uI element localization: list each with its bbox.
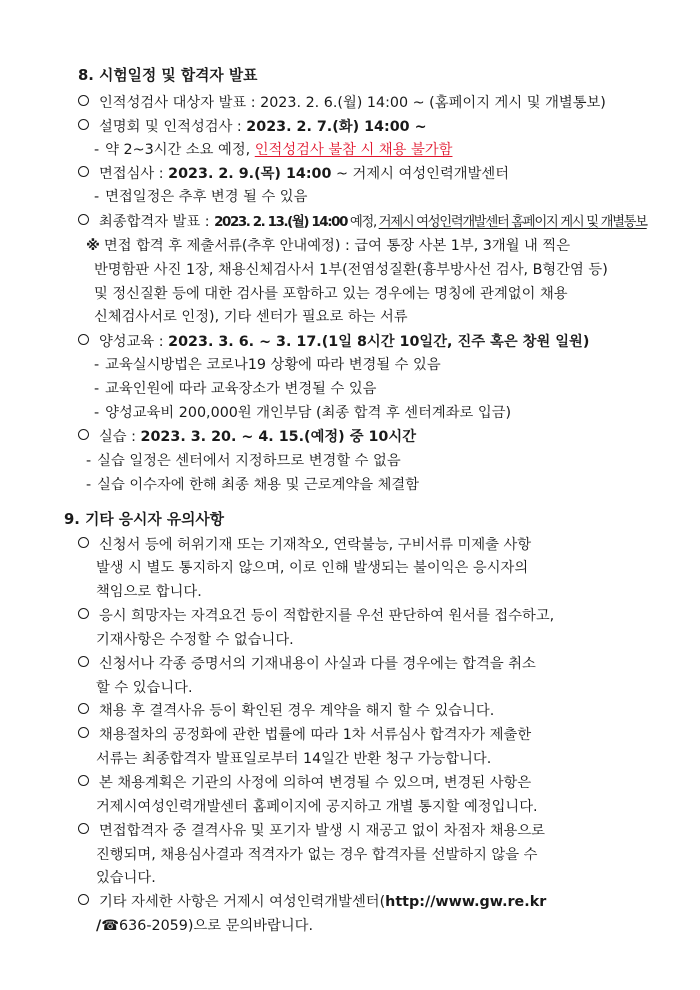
section-9-heading: 9. 기타 응시자 유의사항 [64,511,225,528]
notice-item [78,654,536,674]
notice-item [78,535,531,555]
schedule-subitem [94,187,307,207]
notice-text-line: 서류는 최종합격자 발표일로부터 14일간 반환 청구 가능합니다. [96,751,492,767]
notice-item [78,773,531,793]
notice-text: 본 채용계획은 기관의 사정에 의하여 변경될 수 있으며, 변경된 사항은 [99,775,532,791]
subitem-text: 양성교육비 200,000원 개인부담 (최종 합격 후 센터계좌로 입금) [105,405,512,421]
item-date: 2023. 3. 6. ~ 3. 17.(1일 8시간 10일간, 진주 혹은 창원 일원) [168,334,590,350]
circle-bullet-icon [78,656,89,667]
item-text: 인적성검사 대상자 발표 : 2023. 2. 6.(월) 14:00 ~ (홈페이지 게시 및 개별통보) [99,95,606,111]
dash-bullet: - [94,189,100,205]
documents-note-line: 반명함판 사진 1장, 채용신체검사서 1부(전염성질환(흉부방사선 검사, B형간염 등) [94,262,608,278]
notice-text: 채용 후 결격사유 등이 확인된 경우 계약을 해지 할 수 있습니다. [99,703,495,719]
notice-text-line: 발생 시 별도 통지하지 않으며, 이로 인해 발생되는 불이익은 응시자의 [96,560,529,576]
notice-text-line: 할 수 있습니다. [96,680,193,696]
notice-text-line: 진행되며, 채용심사결과 적격자가 없는 경우 합격자를 선발하지 않을 수 [96,847,538,863]
item-date: 2023. 2. 13.(월) 14:00 [214,215,348,230]
dash-bullet: - [94,405,100,421]
schedule-item-interview [78,164,509,184]
schedule-item-briefing [78,117,427,137]
phone-icon: ☎ [101,918,120,934]
notice-text-line: 책임으로 합니다. [96,584,202,600]
notice-text: 신청서나 각종 증명서의 기재내용이 사실과 다를 경우에는 합격을 취소 [99,656,536,672]
notice-item [78,725,531,745]
item-date: 2023. 3. 20. ~ 4. 15.(예정) 중 10시간 [140,429,417,445]
circle-bullet-icon [78,95,89,106]
circle-bullet-icon [78,823,89,834]
notice-text: 면접합격자 중 결격사유 및 포기자 발생 시 재공고 없이 차점자 채용으로 [99,823,545,839]
dash-bullet: - [94,381,100,397]
notice-item [78,821,545,841]
item-label: 양성교육 : [99,334,169,350]
item-label: 면접심사 : [99,166,169,182]
notice-text-line [96,916,313,936]
schedule-subitem [94,379,377,399]
section-8-heading: 8. 시험일정 및 합격자 발표 [78,67,258,84]
website-link[interactable]: http://www.gw.re.kr [385,894,547,910]
item-location: ~ 거제시 여성인력개발센터 [331,166,509,182]
slash-text: / [96,918,102,934]
schedule-subitem [94,355,441,375]
item-label: 최종합격자 발표 : [99,214,215,230]
item-label: 설명회 및 인적성검사 : [99,119,247,135]
circle-bullet-icon [78,119,89,130]
circle-bullet-icon [78,537,89,548]
circle-bullet-icon [78,334,89,345]
schedule-subitem [94,403,511,423]
note-text: 면접 합격 후 제출서류(추후 안내예정) : 급여 통장 사본 1부, 3개월 내 찍은 [103,238,571,254]
documents-note-line: 및 정신질환 등에 대한 검사를 포함하고 있는 경우에는 명칭에 관계없이 채용 [94,286,568,302]
schedule-subitem [94,140,452,160]
item-date: 2023. 2. 9.(목) 14:00 [168,166,332,182]
schedule-item-training [78,332,589,352]
subitem-text: 실습 일정은 센터에서 지정하므로 변경할 수 없음 [97,453,401,469]
subitem-text: 실습 이수자에 한해 최종 채용 및 근로계약을 체결함 [97,477,420,493]
circle-bullet-icon [78,608,89,619]
circle-bullet-icon [78,703,89,714]
notice-item [78,606,554,626]
item-notice: 거제시 여성인력개발센터 홈페이지 게시 및 개별통보 [378,215,647,230]
circle-bullet-icon [78,214,89,225]
item-text: 예정, [347,215,379,230]
subitem-text: 교육인원에 따라 교육장소가 변경될 수 있음 [105,381,377,397]
subitem-text: 교육실시방법은 코로나19 상황에 따라 변경될 수 있음 [105,357,441,373]
documents-note-line [86,236,570,256]
subitem-text: 면접일정은 추후 변경 될 수 있음 [105,189,308,205]
notice-item-contact [78,892,546,912]
reference-mark: ※ [86,238,100,254]
circle-bullet-icon [78,775,89,786]
schedule-subitem [86,475,419,495]
circle-bullet-icon [78,166,89,177]
notice-text-line: 거제시여성인력개발센터 홈페이지에 공지하고 개별 통지할 예정입니다. [96,799,538,815]
warning-text: 인적성검사 불참 시 채용 불가함 [254,142,453,158]
notice-text: 채용절차의 공정화에 관한 법률에 따라 1차 서류심사 합격자가 제출한 [99,727,532,743]
dash-bullet: - [86,453,92,469]
phone-contact-text: 636-2059)으로 문의바랍니다. [119,918,314,934]
item-date: 2023. 2. 7.(화) 14:00 ~ [246,119,427,135]
schedule-item-aptitude-announcement [78,93,606,113]
schedule-item-practicum [78,427,416,447]
subitem-text: 약 2~3시간 소요 예정, [105,142,255,158]
dash-bullet: - [94,357,100,373]
circle-bullet-icon [78,429,89,440]
notice-text: 신청서 등에 허위기재 또는 기재착오, 연락불능, 구비서류 미제출 사항 [99,537,532,553]
circle-bullet-icon [78,894,89,905]
item-label: 실습 : [99,429,141,445]
dash-bullet: - [94,142,100,158]
documents-note-line: 신체검사서로 인정), 기타 센터가 필요로 하는 서류 [94,309,408,325]
dash-bullet: - [86,477,92,493]
notice-text: 응시 희망자는 자격요건 등이 적합한지를 우선 판단하여 원서를 접수하고, [99,608,555,624]
schedule-subitem [86,451,401,471]
notice-item [78,701,494,721]
notice-text: 기타 자세한 사항은 거제시 여성인력개발센터( [99,894,386,910]
schedule-item-final-announcement [78,212,647,233]
circle-bullet-icon [78,727,89,738]
notice-text-line: 있습니다. [96,870,156,886]
notice-text-line: 기재사항은 수정할 수 없습니다. [96,632,294,648]
